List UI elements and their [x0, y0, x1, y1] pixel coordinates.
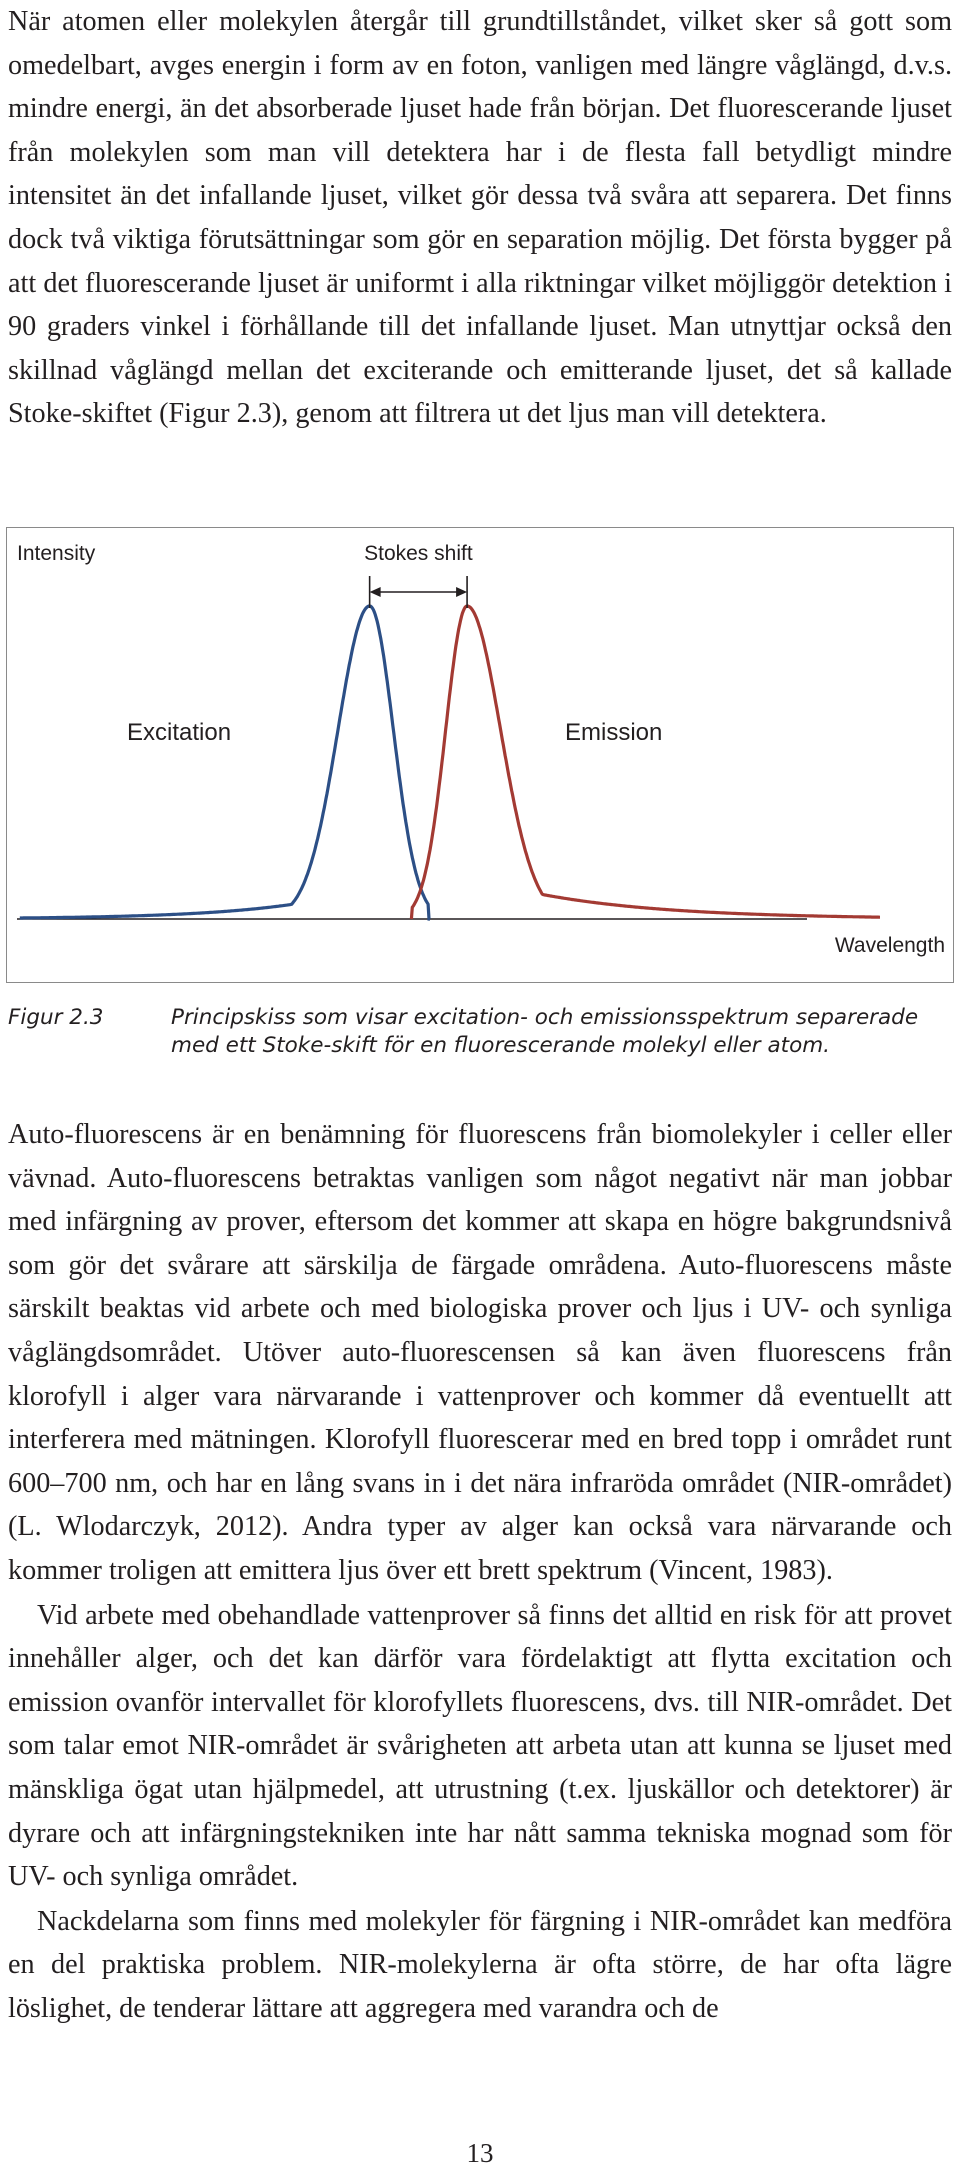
excitation-label: Excitation [127, 719, 232, 746]
stokes-shift-chart [7, 528, 955, 984]
body-text-top [8, 0, 952, 436]
paragraph: När atomen eller molekylen återgår till grundtillståndet, vilket sker så gott som omedelbart, avges energin i form av en foton, vanligen med längre våglängd, d.v.s. mindre energi, än det absorberade ljuset hade från början. Det fluorescerande ljuset från molekylen som man vill detektera har i de flesta fall betydligt mindre intensitet än det infallande ljuset, vilket gör dessa två svåra att separera. Det finns dock två viktiga förutsättningar som gör en separation möjlig. Det första bygger på att det fluorescerande ljuset är uniformt i alla riktningar vilket möjliggör detektion i 90 graders vinkel i förhållande till det infallande ljuset. Man utnyttjar också den skillnad våglängd mellan det exciterande och emitterande ljuset, det så kallade Stoke-skiftet (Figur 2.3), genom att filtrera ut det ljus man vill detektera. [8, 6, 952, 430]
y-axis-label: Intensity [17, 542, 96, 565]
paragraph: Vid arbete med obehandlade vattenprover så finns det alltid en risk för att provet innehåller alger, och det kan därför vara fördelaktigt att flytta excitation och emission ovanför intervallet för klorofyllets fluorescens, dvs. till NIR-området. Det som talar emot NIR-området är svårigheten att arbeta utan att kunna se ljuset med mänskliga ögat utan hjälpmedel, att utrustning (t.ex. ljuskällor och detektorer) är dyrare och att infärgningstekniken inte har nått samma tekniska mognad som för UV- och synliga området. [8, 1599, 952, 1893]
shift-arrowhead-right [456, 587, 467, 597]
page-number: 13 [466, 2138, 494, 2168]
body-text-bottom [8, 1113, 952, 2030]
emission-curve [411, 606, 880, 919]
paragraph: Nackdelarna som finns med molekyler för färgning i NIR-området kan medföra en del praktiska problem. NIR-molekylerna är ofta större, de har ofta lägre löslighet, de tenderar lättare att aggregera med varandra och de [8, 1905, 952, 2024]
figure-stokes-shift [6, 527, 954, 983]
caption-text: Principskiss som visar excitation- och emissionsspektrum separerade med ett Stoke-skift för en fluorescerande molekyl eller atom. [171, 1005, 919, 1058]
caption-label: Figur 2.3 [8, 1005, 104, 1030]
emission-label: Emission [565, 719, 663, 746]
excitation-curve [20, 606, 430, 919]
x-axis-label: Wavelength [834, 934, 945, 957]
paragraph: Auto-fluorescens är en benämning för fluorescens från biomolekyler i celler eller vävnad. Auto-fluorescens betraktas vanligen som något negativt när man jobbar med infärgning av prover, eftersom det kommer att skapa en högre bakgrundsnivå som gör det svårare att särskilja de färgade områdena. Auto-fluorescens måste särskilt beaktas vid arbete och med biologiska prover och ljus i UV- och synliga våglängdsområdet. Utöver auto-fluorescensen så kan även fluorescens från klorofyll i alger vara närvarande i vattenprover och kommer då eventuellt att interferera med mätningen. Klorofyll fluorescerar med en bred topp i området runt 600–700 nm, och har en lång svans in i det nära infraröda området (NIR-området) (L. Wlodarczyk, 2012). Andra typer av alger kan också vara närvarande och kommer troligen att emittera ljus över ett brett spektrum (Vincent, 1983). [8, 1119, 952, 1586]
shift-arrowhead-left [370, 587, 381, 597]
stokes-shift-label: Stokes shift [364, 542, 473, 565]
